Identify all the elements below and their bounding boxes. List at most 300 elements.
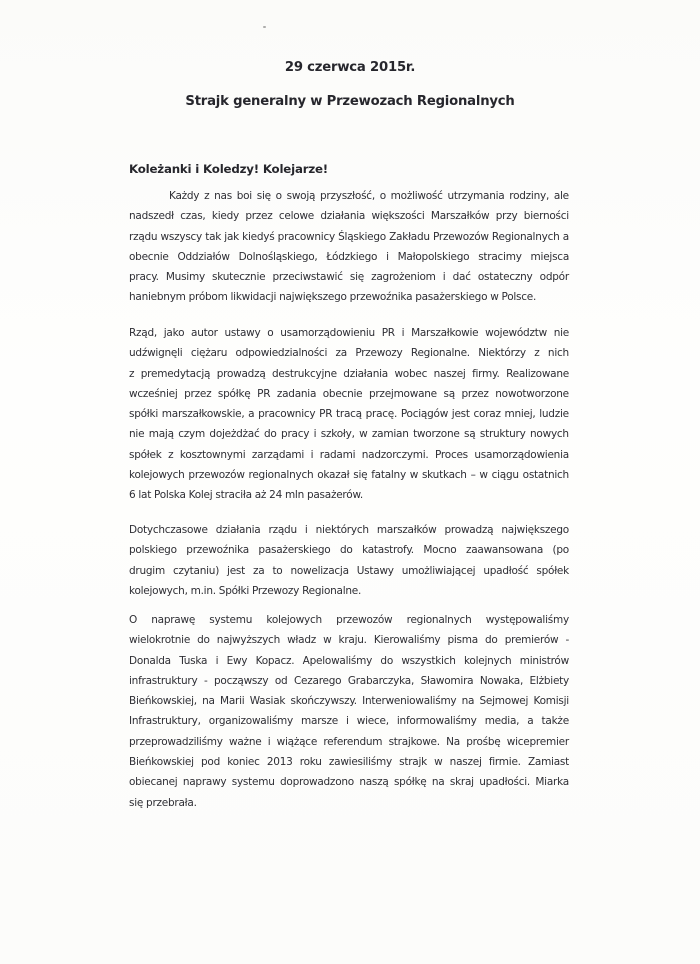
word: premierów xyxy=(504,634,559,647)
word: i xyxy=(313,428,317,441)
word: Nowaka, xyxy=(479,674,524,687)
word: regionalnych xyxy=(406,614,472,626)
paragraph-line xyxy=(129,732,569,752)
word: do xyxy=(380,654,394,667)
word: a xyxy=(248,408,255,421)
word: autor xyxy=(191,327,218,339)
paragraph-line xyxy=(129,206,569,226)
word: polskiego xyxy=(129,544,177,557)
word: Przewozów xyxy=(433,230,489,243)
word: PR xyxy=(381,327,395,339)
word: spółkę xyxy=(393,776,427,789)
word: rządu xyxy=(268,524,297,536)
word: Śląskiego xyxy=(338,230,386,243)
word: do xyxy=(197,634,210,647)
word: przez xyxy=(245,210,273,223)
paragraph-line xyxy=(129,287,569,307)
word: systemu xyxy=(231,776,275,789)
paragraph-line xyxy=(129,520,569,540)
paragraph-line xyxy=(129,343,569,363)
word: jest xyxy=(227,564,246,577)
word: także xyxy=(541,715,569,728)
word: 2013 xyxy=(266,756,293,769)
word: nich xyxy=(547,347,569,360)
word: najwyższych xyxy=(216,634,280,647)
paragraph-line xyxy=(129,384,569,404)
word: większości xyxy=(371,210,425,223)
word: Każdy xyxy=(169,190,200,202)
word: i xyxy=(304,524,308,536)
word: utrzymania xyxy=(447,190,505,202)
word: skraj xyxy=(449,776,474,789)
word: przy xyxy=(495,210,518,223)
word: Marszałków xyxy=(430,210,490,223)
word: nie xyxy=(129,428,145,441)
word: rządu xyxy=(129,230,158,243)
word: Sejmowej xyxy=(479,695,529,708)
word: wobec xyxy=(394,367,428,380)
word: spółek xyxy=(129,448,162,461)
word: regionalnych xyxy=(248,469,314,482)
word: Niektórzy xyxy=(478,347,526,360)
line-words xyxy=(129,752,569,772)
word: media, xyxy=(484,715,520,728)
word: jak xyxy=(224,230,239,243)
word: miejsca xyxy=(530,250,569,263)
word: Ustawy xyxy=(356,564,394,577)
word: przeprowadziliśmy xyxy=(129,735,223,748)
word: pracownicy xyxy=(277,230,335,243)
word: Na xyxy=(446,735,460,748)
word: infrastruktury xyxy=(129,674,198,687)
word: do xyxy=(263,428,277,441)
word: pasażerskiego xyxy=(415,291,488,304)
line-words xyxy=(129,581,569,601)
word: Mocno xyxy=(423,544,457,557)
word: straciła xyxy=(215,489,252,502)
word: strajk xyxy=(399,756,427,769)
word: Cezarego xyxy=(293,674,342,687)
word: obiecanej xyxy=(129,776,178,789)
word: Polska xyxy=(154,489,186,502)
word: organizowaliśmy xyxy=(208,715,293,728)
word: i xyxy=(310,448,314,461)
word: i xyxy=(215,654,219,667)
word: Ewy xyxy=(226,654,248,667)
word: firmie. xyxy=(488,756,521,769)
word: czytaniu) xyxy=(172,564,220,577)
word: Kopacz. xyxy=(255,654,295,667)
word: Sławomira xyxy=(420,674,474,687)
word: tworzone xyxy=(413,428,460,441)
word: Polsce. xyxy=(501,291,537,304)
word: przewoźnika xyxy=(349,291,413,304)
paragraph-line xyxy=(129,267,569,287)
word: spółki xyxy=(129,408,159,421)
word: Zamiast xyxy=(527,756,569,769)
word: odpowiedzialności xyxy=(235,347,328,360)
word: pracy xyxy=(281,428,310,441)
word: Interweniowaliśmy xyxy=(362,695,457,708)
word: Wasiak xyxy=(249,695,286,708)
word: z xyxy=(204,190,210,202)
word: Bieńkowskiej xyxy=(129,756,194,769)
word: skutkach xyxy=(421,469,467,482)
word: przewoźnika xyxy=(186,544,249,557)
word: odpór xyxy=(539,271,569,284)
word: mln xyxy=(284,489,305,502)
word: województw xyxy=(485,327,547,339)
word: na xyxy=(461,695,475,708)
paragraph-line xyxy=(129,793,569,813)
word: okazał xyxy=(317,469,350,482)
word: i xyxy=(442,271,446,284)
document-date: 29 czerwca 2015r. xyxy=(284,60,416,75)
paragraph-line xyxy=(129,485,569,505)
word: niektórych xyxy=(315,524,369,536)
word: Regionalne. xyxy=(410,347,470,360)
word: tracą xyxy=(336,408,362,421)
word: z xyxy=(129,367,135,380)
word: prośbę xyxy=(466,735,501,748)
word: 6 xyxy=(129,489,136,502)
word: Pociągów xyxy=(400,408,449,421)
word: prowadzą xyxy=(444,524,494,536)
word: się xyxy=(353,469,368,482)
word: zagrożeniom xyxy=(371,271,436,284)
word: a xyxy=(527,715,534,728)
paragraph-line xyxy=(129,424,569,444)
word: wicepremier xyxy=(506,735,569,748)
word: są xyxy=(464,428,476,441)
word: Kolej xyxy=(188,489,213,502)
word: Donalda xyxy=(129,654,171,667)
line-words xyxy=(129,267,569,287)
line-words xyxy=(129,424,569,444)
word: naszą xyxy=(359,776,389,789)
word: zadania xyxy=(276,387,317,400)
word: Regionalne. xyxy=(302,584,362,597)
word: usamorządowienia xyxy=(474,448,569,461)
paragraph-line xyxy=(129,364,569,384)
word: nowych xyxy=(530,428,569,441)
word: tak xyxy=(205,230,222,243)
paragraph-4 xyxy=(129,610,569,813)
word: upadłości. xyxy=(479,776,531,789)
word: za xyxy=(335,347,347,360)
word: prowadzą xyxy=(216,367,266,380)
line-words xyxy=(129,323,569,343)
paragraph-line xyxy=(129,691,569,711)
word: pracownicy xyxy=(258,408,316,421)
word: największego xyxy=(279,291,347,304)
word: struktury xyxy=(479,428,526,441)
word: ciągu xyxy=(491,469,519,482)
word: się xyxy=(349,271,364,284)
word: rodziny, xyxy=(509,190,550,202)
word: próbom xyxy=(188,291,228,304)
word: przeciwstawić xyxy=(272,271,343,284)
word: obecnie xyxy=(322,387,363,400)
word: Apelowaliśmy xyxy=(302,654,373,667)
word: koniec xyxy=(227,756,260,769)
line-words xyxy=(129,465,569,485)
word: zawiesiliśmy xyxy=(328,756,392,769)
line-words xyxy=(129,364,569,384)
word: wielokrotnie xyxy=(129,634,191,647)
word: ustawy xyxy=(224,327,261,339)
word: roku xyxy=(299,756,322,769)
scan-speck xyxy=(263,26,266,28)
paragraph-line xyxy=(129,630,569,650)
word: ważne xyxy=(229,735,262,748)
word: upadłość xyxy=(483,564,529,577)
line-words xyxy=(129,206,569,226)
line-words xyxy=(129,540,569,560)
word: premedytacją xyxy=(140,367,211,380)
word: aż xyxy=(254,489,267,502)
word: pasażerów. xyxy=(306,489,363,502)
word: pracy. xyxy=(129,271,159,284)
word: działania xyxy=(215,524,261,536)
paragraph-line xyxy=(129,752,569,772)
word: Elżbiety xyxy=(529,674,569,687)
word: celowe xyxy=(278,210,315,223)
line-words xyxy=(129,630,569,650)
word: przez xyxy=(461,387,489,400)
word: przez xyxy=(184,387,212,400)
word: wiece, xyxy=(356,715,389,728)
word: Musimy xyxy=(165,271,205,284)
word: ludzie xyxy=(539,408,569,421)
word: spółkę xyxy=(217,387,251,400)
word: naszej xyxy=(449,756,482,769)
word: Proces xyxy=(435,448,468,461)
word: likwidacji xyxy=(230,291,277,304)
word: drugim xyxy=(129,564,165,577)
word: referendum xyxy=(323,735,383,748)
word: jako xyxy=(163,327,185,339)
word: nadszedł xyxy=(129,210,174,223)
word: w xyxy=(323,634,332,647)
word: się xyxy=(256,190,271,202)
word: występowaliśmy xyxy=(485,614,569,626)
line-words xyxy=(129,343,569,363)
line-words xyxy=(129,287,569,307)
line-words xyxy=(129,691,569,711)
line-words xyxy=(129,671,569,691)
paragraph-2 xyxy=(129,323,569,506)
word: Spółki xyxy=(218,584,250,597)
word: skutecznie xyxy=(212,271,266,284)
word: wcześniej xyxy=(129,387,178,400)
line-words xyxy=(169,186,569,206)
word: pasażerskiego xyxy=(258,544,331,557)
word: coraz xyxy=(473,408,501,421)
word: możliwość xyxy=(390,190,443,202)
word: udźwignęli xyxy=(129,347,183,360)
word: kiedyś xyxy=(242,230,275,243)
word: obecnie xyxy=(129,250,169,263)
word: nadzorczymi. xyxy=(361,448,429,461)
word: PR xyxy=(319,408,333,421)
word: zamian xyxy=(371,428,409,441)
word: destrukcyjne xyxy=(272,367,337,380)
word: Małopolskiego xyxy=(397,250,470,263)
paragraph-line xyxy=(129,651,569,671)
line-words xyxy=(129,247,569,267)
word: zarządami xyxy=(251,448,305,461)
paragraph-line xyxy=(129,561,569,581)
word: pisma xyxy=(447,634,478,647)
word: Łódzkiego xyxy=(326,250,378,263)
line-words xyxy=(129,561,569,581)
word: ciężaru xyxy=(190,347,228,360)
paragraph-line xyxy=(129,671,569,691)
word: działania xyxy=(320,210,366,223)
word: nowelizacja xyxy=(290,564,349,577)
word: naprawy xyxy=(182,776,227,789)
line-words xyxy=(129,772,569,792)
word: na xyxy=(431,776,445,789)
word: z xyxy=(168,448,174,461)
paragraph-line xyxy=(129,404,569,424)
word: wiążące xyxy=(276,735,318,748)
word: Dolnośląskiego, xyxy=(238,250,318,263)
word: Miarka xyxy=(535,776,569,789)
word: nie xyxy=(553,327,569,339)
word: i xyxy=(386,250,389,263)
word: dojeżdżać xyxy=(209,428,260,441)
word: dać xyxy=(452,271,471,284)
paragraph-line xyxy=(129,227,569,247)
line-words xyxy=(129,227,569,247)
word: - xyxy=(565,634,569,647)
word: począwszy xyxy=(214,674,269,687)
word: O xyxy=(129,614,138,626)
paragraph-1 xyxy=(129,186,569,308)
word: spółek xyxy=(536,564,569,577)
word: marszałków xyxy=(376,524,437,536)
word: w xyxy=(434,756,443,769)
word: mniej, xyxy=(504,408,536,421)
word: Realizowane xyxy=(506,367,569,380)
word: lat xyxy=(138,489,152,502)
word: swoją xyxy=(286,190,316,202)
word: naprawę xyxy=(151,614,196,626)
word: z xyxy=(534,347,540,360)
line-words xyxy=(129,610,569,630)
word: Komisji xyxy=(533,695,569,708)
word: o xyxy=(379,190,386,202)
word: kolejowych, xyxy=(129,584,188,597)
word: Rząd, xyxy=(129,327,157,339)
word: (po xyxy=(552,544,569,557)
word: wszyscy xyxy=(160,230,203,243)
paragraph-line xyxy=(129,540,569,560)
word: Oddziałów xyxy=(177,250,230,263)
word: i xyxy=(401,327,405,339)
word: czym xyxy=(178,428,205,441)
paragraph-3 xyxy=(129,520,569,601)
word: za xyxy=(253,564,265,577)
word: w xyxy=(479,469,488,482)
word: od xyxy=(274,674,288,687)
word: i xyxy=(267,735,271,748)
word: kraju. xyxy=(338,634,367,647)
paragraph-line xyxy=(129,581,569,601)
word: - xyxy=(203,674,208,687)
line-words xyxy=(129,384,569,404)
line-words xyxy=(129,651,569,671)
word: Zakładu xyxy=(389,230,430,243)
word: jest xyxy=(451,408,470,421)
word: radami xyxy=(319,448,356,461)
word: fatalny xyxy=(371,469,406,482)
word: strajkowe. xyxy=(388,735,440,748)
word: i xyxy=(346,715,349,728)
word: nowotworzone xyxy=(495,387,569,400)
word: pod xyxy=(201,756,221,769)
word: działania xyxy=(343,367,388,380)
greeting: Koleżanki i Koledzy! Kolejarze! xyxy=(129,162,328,176)
word: Tuska xyxy=(179,654,208,667)
word: a xyxy=(562,230,569,243)
line-words xyxy=(129,732,569,752)
word: Bieńkowskiej, xyxy=(129,695,197,708)
word: przebrała. xyxy=(146,796,197,809)
paragraph-line xyxy=(129,323,569,343)
word: bierności xyxy=(523,210,569,223)
word: przewozów xyxy=(188,469,245,482)
word: Regionalnych xyxy=(491,230,560,243)
line-words xyxy=(129,404,569,424)
word: PR xyxy=(257,387,271,400)
paragraph-line xyxy=(129,445,569,465)
word: Dotychczasowe xyxy=(129,524,208,536)
word: umożliwiającej xyxy=(401,564,476,577)
word: firmy. xyxy=(472,367,500,380)
word: wszystkich xyxy=(401,654,456,667)
word: haniebnym xyxy=(129,291,186,304)
word: do xyxy=(485,634,498,647)
word: Grabarczyka, xyxy=(347,674,415,687)
word: czas, xyxy=(180,210,206,223)
paragraph-line xyxy=(129,711,569,731)
paragraph-line xyxy=(129,772,569,792)
word: kolejowych xyxy=(266,614,322,626)
word: katastrofy. xyxy=(362,544,414,557)
word: przyszłość, xyxy=(319,190,375,202)
paragraph-line xyxy=(129,610,569,630)
line-words xyxy=(129,793,569,813)
word: są xyxy=(443,387,455,400)
word: w xyxy=(490,291,499,304)
word: 24 xyxy=(269,489,283,502)
word: kosztownymi xyxy=(179,448,246,461)
document-title: Strajk generalny w Przewozach Regionalnych xyxy=(185,94,515,109)
word: Infrastruktury, xyxy=(129,715,201,728)
word: naszej xyxy=(433,367,466,380)
word: boi xyxy=(236,190,252,202)
word: Przewozy xyxy=(251,584,300,597)
word: informowaliśmy xyxy=(396,715,477,728)
word: do xyxy=(339,544,353,557)
word: o xyxy=(275,190,282,202)
paragraph-line xyxy=(129,465,569,485)
line-words xyxy=(129,520,569,540)
paragraph-line xyxy=(129,247,569,267)
